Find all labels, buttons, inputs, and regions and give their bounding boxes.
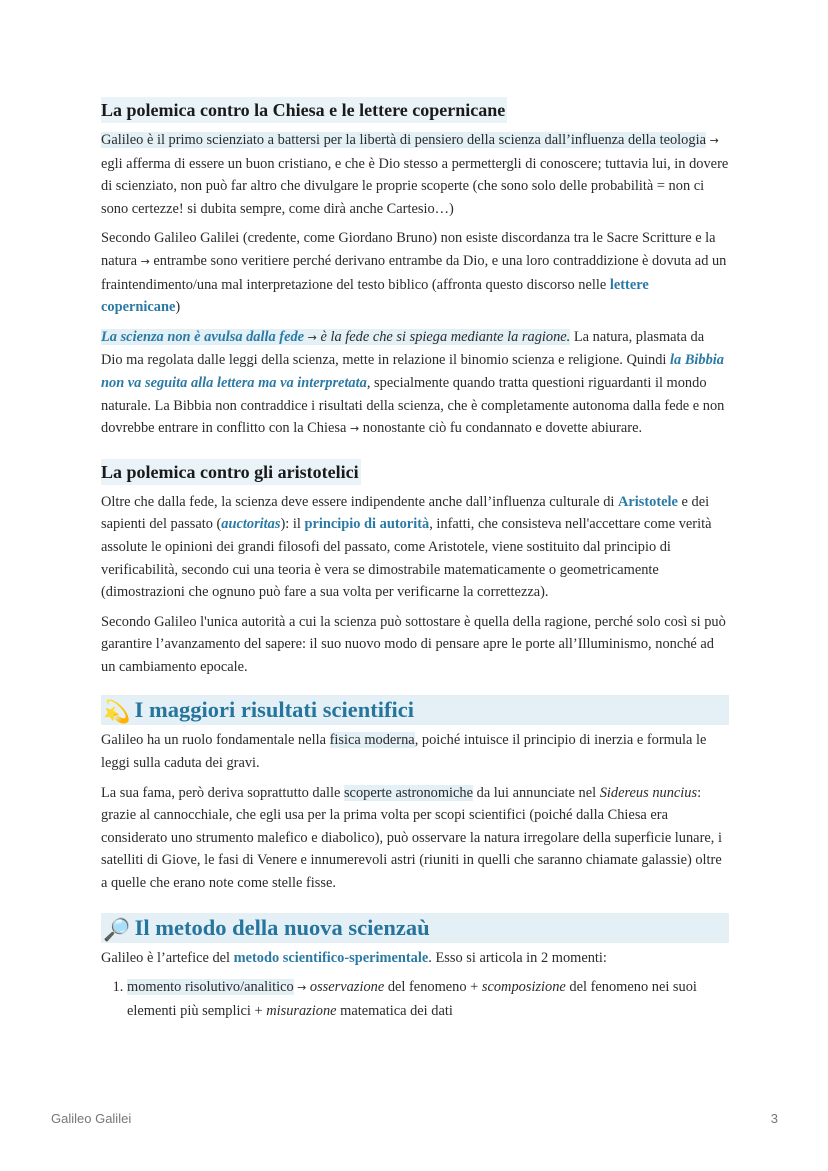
paragraph-risultati-1: Galileo ha un ruolo fondamentale nella fisica moderna, poiché intuisce il principio di inerzia e formula le leggi sulla caduta dei gravi.: [101, 732, 707, 772]
page-number: 3: [770, 1111, 778, 1126]
document-body: [101, 97, 729, 1022]
paragraph-aristotelici-2: Secondo Galileo l'unica autorità a cui la scienza può sottostare è quella della ragione, perché solo così si può garantire l’avanzamento del sapere: il suo nuovo modo di pensare apre le porte all’Illuminismo, nonché ad un cambiamento epocale.: [101, 613, 726, 675]
paragraph-chiesa-1: Galileo è il primo scienziato a battersi per la libertà di pensiero della scienza dall’influenza della teologia → egli afferma di essere un buon cristiano, e che è Dio stesso a permettergli di conoscere; tuttavia lui, in dovere di scienziato, non può far altro che divulgare le proprie scoperte (che sono solo delle probabilità = non ci sono certezze! si dubita sempre, come dirà anche Cartesio…): [101, 132, 729, 217]
paragraph-metodo-1: Galileo è l’artefice del metodo scientifico-sperimentale. Esso si articola in 2 momenti:: [101, 949, 607, 966]
metodo-list: [101, 976, 729, 1022]
section-heading-chiesa: La polemica contro la Chiesa e le lettere copernicane: [101, 97, 507, 123]
dizzy-star-icon: 💫: [103, 699, 131, 725]
paragraph-risultati-2: La sua fama, però deriva soprattutto dalle scoperte astronomiche da lui annunciate nel Sidereus nuncius: grazie al cannocchiale, che egli usa per la prima volta per scopi scientifici (poiché dalla Chiesa era considerato uno strumento malefico e diabolico), può osservare la natura irregolare della superficie lunare, i satelliti di Giove, le fasi di Venere e innumerevoli astri (riuniti in quelli che saranno chiamate galassie) oltre a quelle che erano note come stelle fisse.: [101, 784, 722, 892]
paragraph-chiesa-2: Secondo Galileo Galilei (credente, come Giordano Bruno) non esiste discordanza tra le Sacre Scritture e la natura → entrambe sono veritiere perché derivano entrambe da Dio, e una loro contraddizione è dovuta ad un fraintendimento/una mal interpretazione del testo biblico (affronta questo discorso nelle lettere copernicane): [101, 230, 727, 316]
section-heading-aristotelici: La polemica contro gli aristotelici: [101, 459, 361, 485]
list-item: 1. momento risolutivo/analitico → osservazione del fenomeno + scomposizione del fenomeno nei suoi elementi più semplici + misurazione matematica dei dati: [127, 976, 729, 1022]
lettere-copernicane-term: lettere copernicane: [101, 276, 649, 316]
section-heading-risultati: 💫 I maggiori risultati scientifici: [101, 695, 729, 725]
magnifying-glass-icon: 🔎: [103, 916, 131, 942]
footer-title: Galileo Galilei: [51, 1111, 132, 1126]
paragraph-chiesa-3: La scienza non è avulsa dalla fede → è la fede che si spiega mediante la ragione. La natura, plasmata da Dio ma regolata dalle leggi della scienza, mette in relazione il binomio scienza e religione. Quindi la Bibbia non va seguita alla lettera ma va interpretata, specialmente quando tratta questioni riguardanti il mondo naturale. La Bibbia non contraddice i risultati della scienza, che è completamente autonoma dalla fede e non dovrebbe entrare in conflitto con la Chiesa → nonostante ciò fu condannato e dovette abiurare.: [101, 328, 725, 437]
paragraph-aristotelici-1: Oltre che dalla fede, la scienza deve essere indipendente anche dall’influenza culturale di Aristotele e dei sapienti del passato (auctoritas): il principio di autorità, infatti, che consisteva nell'accettare come verità assolute le opinioni dei grandi filosofi del passato, come Aristotele, viene sostituito dal principio di verificabilità, secondo cui una teoria è vera se dimostrabile matematicamente o geometricamente (dimostrazioni che ognuno può fare a sua volta per verificarne la correttezza).: [101, 493, 712, 601]
section-heading-metodo: 🔎 Il metodo della nuova scienzaù: [101, 913, 729, 943]
